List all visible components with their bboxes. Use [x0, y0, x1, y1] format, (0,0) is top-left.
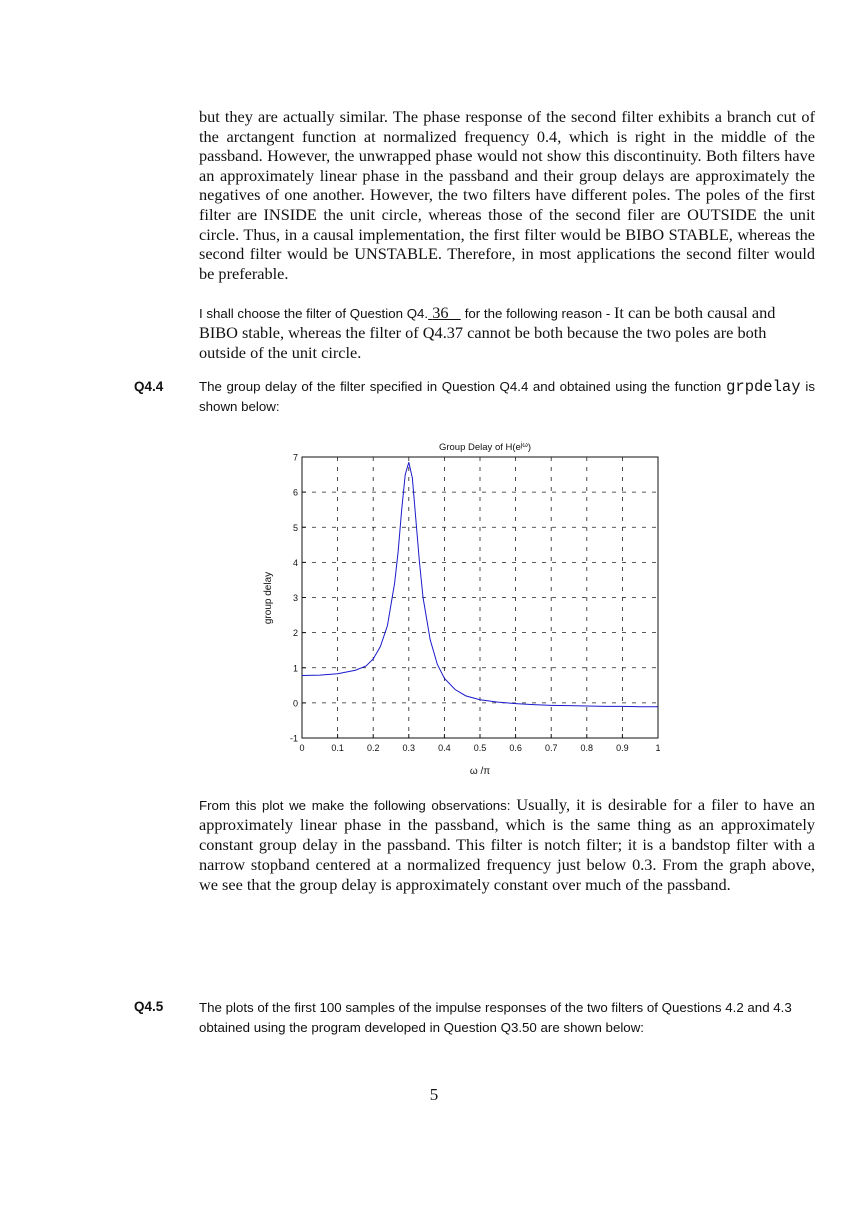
question-label-q44: Q4.4 [134, 379, 164, 394]
x-tick-label: 1 [655, 743, 661, 753]
choice-reason: It can be both causal and BIBO stable, whereas the filter of Q4.37 cannot be both because the two poles are both outside of the unit circle. [199, 303, 776, 362]
paragraph-filter-comparison: but they are actually similar. The phase response of the second filter exhibits a branch cut of the arctangent function at normalized frequency 0.4, which is right in the middle of the passband. However, the unwrapped phase would not show this discontinuity. Both filters have an approximately linear phase in the passband and their group delays are approximately the negatives of one another. However, the two filters have different poles. The poles of the first filter are INSIDE the unit circle, whereas those of the second filer are OUTSIDE the unit circle. Thus, in a causal implementation, the first filter would be BIBO STABLE, whereas the second filter would be UNSTABLE. Therefore, in most applications the second filter would be preferable. [199, 107, 815, 283]
y-tick-label: 6 [292, 487, 298, 498]
q44-intro-after: is shown below: [199, 379, 815, 414]
y-tick-label: 1 [292, 663, 298, 674]
x-tick-label: 0.9 [616, 743, 629, 753]
function-name: grpdelay [726, 378, 801, 396]
x-tick-label: 0.3 [402, 743, 416, 753]
y-tick-label: 2 [292, 628, 298, 639]
observations-paragraph [199, 795, 815, 895]
choice-prefix: I shall choose the filter of Question Q4. [199, 306, 429, 321]
page-number: 5 [429, 1085, 439, 1104]
y-tick-label: 0 [292, 698, 298, 709]
y-tick-label: -1 [289, 733, 298, 744]
chart-title: Group Delay of $H(e^{j\omega})$ [438, 442, 532, 453]
x-tick-label: 0 [299, 743, 305, 753]
y-axis-label: group delay [263, 571, 274, 625]
x-axis-label: ω /π [469, 766, 491, 777]
x-tick-label: 0.5 [473, 743, 487, 753]
x-tick-label: 0.1 [331, 743, 344, 753]
y-tick-label: 5 [292, 522, 298, 533]
q44-intro-text: The group delay of the filter specified in Question Q4.4 and obtained using the function [199, 379, 722, 394]
x-tick-label: 0.2 [366, 743, 380, 753]
y-tick-label: 4 [292, 557, 298, 568]
x-tick-label: 0.7 [544, 743, 558, 753]
observations-lead: From this plot we make the following observations: [199, 798, 511, 813]
y-tick-label: 7 [292, 452, 298, 463]
observations-body: Usually, it is desirable for a filer to have an approximately linear phase in the passband, which is the same thing as an approximately constant group delay in the passband. This filter is notch filter; it is a bandstop filter with a narrow stopband centered at a normalized frequency just below 0.3. From the graph above, we see that the group delay is approximately constant over much of the passband. [199, 795, 815, 894]
x-tick-label: 0.6 [509, 743, 522, 753]
x-tick-label: 0.4 [438, 743, 451, 753]
question-label-q45: Q4.5 [134, 999, 164, 1014]
choice-middle: for the following reason - [464, 306, 615, 321]
q45-text: The plots of the first 100 samples of the impulse responses of the two filters of Questions 4.2 and 4.3 obtained using the program developed in Question Q3.50 are shown below: [199, 1000, 792, 1035]
choice-number: 36 [432, 303, 449, 322]
y-tick-label: 3 [292, 593, 298, 603]
x-tick-label: 0.8 [580, 743, 594, 753]
